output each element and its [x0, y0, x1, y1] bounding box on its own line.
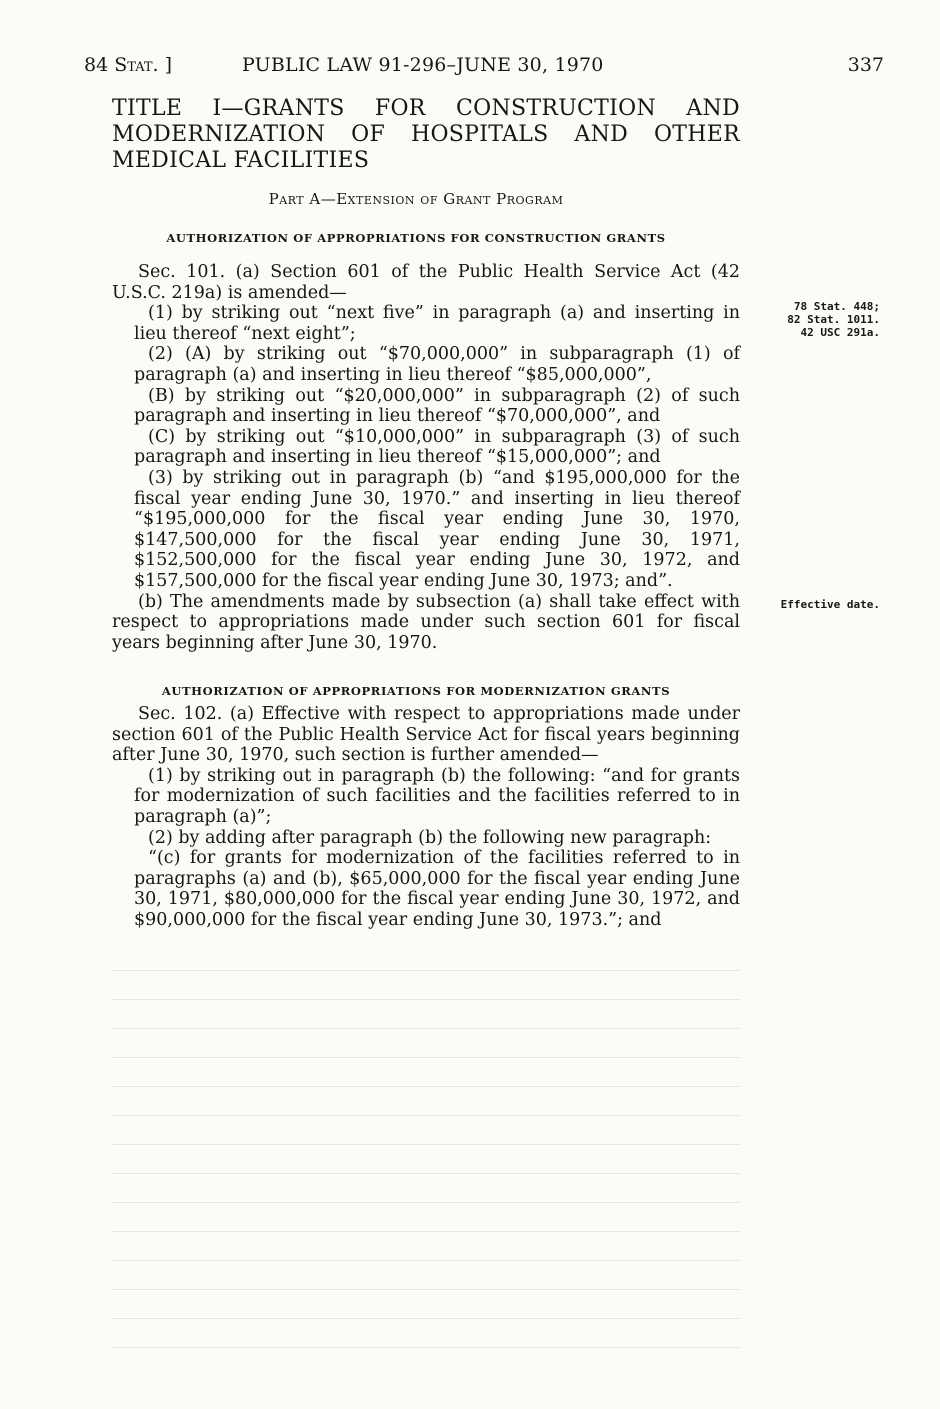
section-heading-modernization: AUTHORIZATION OF APPROPRIATIONS FOR MODERNIZATION GRANTS — [161, 684, 671, 698]
sec102-paragraph-2: (2) by adding after paragraph (b) the following new paragraph: — [148, 827, 712, 848]
sec102-intro: Sec. 102. (a) Effective with respect to appropriations made under section 601 of the Public Health Service Act for fiscal years beginning after June 30, 1970, such section is further amended— — [112, 704, 740, 766]
title-heading: TITLE I—GRANTS FOR CONSTRUCTION AND MODERNIZATION OF HOSPITALS AND OTHER MEDICAL FACILITIES — [112, 96, 740, 173]
margin-citation-line-1: 78 Stat. 448; — [793, 300, 880, 313]
section-102 — [112, 704, 740, 931]
margin-citation-line-2: 82 Stat. 1011. — [787, 313, 880, 326]
margin-citation — [742, 300, 880, 339]
show-through-texture — [112, 950, 740, 1356]
section-heading-construction: AUTHORIZATION OF APPROPRIATIONS FOR CONSTRUCTION GRANTS — [166, 231, 666, 245]
sec101-paragraph-3: (3) by striking out in paragraph (b) “and $195,000,000 for the fiscal year ending June 30, 1970.” and inserting in lieu thereof “$195,000,000 for the fiscal year ending June 30, 1970, $147,500,000 for the fiscal year ending June 30, 1971, $152,500,000 for the fiscal year ending June 30, 1972, and $157,500,000 for the fiscal year ending June 30, 1973; and”. — [134, 467, 740, 591]
law-title: PUBLIC LAW 91-296–JUNE 30, 1970 — [242, 54, 604, 76]
sec102-quoted-paragraph: “(c) for grants for modernization of the facilities referred to in paragraphs (a) and (b), $65,000,000 for the fiscal year ending June 30, 1971, $80,000,000 for the fiscal year ending June 30, 1972, and $90,000,000 for the fiscal year ending June 30, 1973.”; and — [134, 848, 740, 930]
margin-citation-line-3: 42 USC 291a. — [800, 326, 880, 339]
sec101-paragraph-2c: (C) by striking out “$10,000,000” in subparagraph (3) of such paragraph and inserting in lieu thereof “$15,000,000”; and — [134, 426, 740, 468]
volume-reference: 84 Stat. ] — [84, 54, 173, 76]
section-101 — [112, 262, 740, 653]
sec101-subsection-b: (b) The amendments made by subsection (a) shall take effect with respect to appropriations made under such section 601 for fiscal years beginning after June 30, 1970. — [112, 591, 740, 653]
sec101-paragraph-2a: (2) (A) by striking out “$70,000,000” in subparagraph (1) of paragraph (a) and inserting in lieu thereof “$85,000,000”, — [134, 344, 740, 385]
margin-effective-date: Effective date. — [780, 598, 880, 611]
page-number: 337 — [847, 54, 884, 76]
page-header — [84, 54, 884, 84]
sec101-intro: Sec. 101. (a) Section 601 of the Public Health Service Act (42 U.S.C. 219a) is amended— — [112, 262, 740, 303]
part-heading: Part A—Extension of Grant Program — [268, 190, 564, 208]
sec101-paragraph-1: (1) by striking out “next five” in paragraph (a) and inserting in lieu thereof “next eight”; — [134, 303, 740, 344]
sec102-paragraph-1: (1) by striking out in paragraph (b) the following: “and for grants for modernization of such facilities and the facilities referred to in paragraph (a)”; — [134, 765, 740, 827]
sec101-paragraph-2b: (B) by striking out “$20,000,000” in subparagraph (2) of such paragraph and inserting in lieu thereof “$70,000,000”, and — [134, 385, 740, 427]
